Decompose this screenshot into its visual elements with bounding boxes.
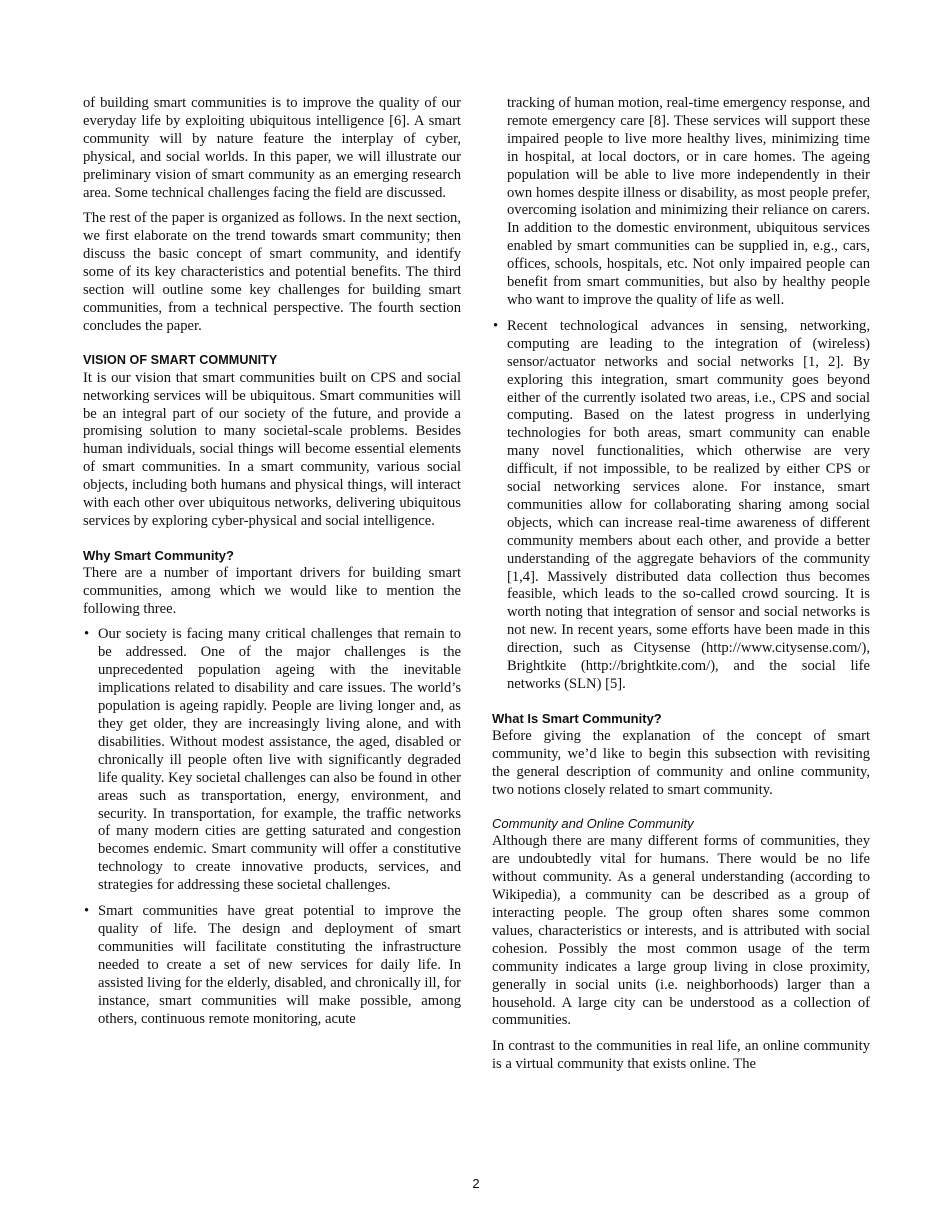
subsection-heading-why: Why Smart Community? (83, 547, 234, 563)
list-item-text: Recent technological advances in sensing, networking, computing are leading to the integration of (wireless) sensor/actuator networks and social networks [1, 2]. By exploring this integration, smart community goes beyond either of the currently isolated two areas, i.e., CPS and social computing. Based on the latest progress in underlying technologies for both areas, smart community can enable many novel functionalities, which otherwise are very difficult, if not impossible, to be realized by either CPS or social networking services alone. For instance, smart communities allow for collaborating sharing among social objects, which can increase real-time awareness of different community members about each other, and provide a better understanding of the aggregate behaviors of the community [1,4]. Massively distributed data collection thus becomes feasible, which leads to the so-called crowd sourcing. It is worth noting that integration of sensor and social networks is not new. In recent years, some efforts have been made in this direction, such as Citysense (http://www.citysense.com/), Brightkite (http://brightkite.com/), and the social life networks (SLN) [5]. (507, 317, 870, 692)
drivers-list (83, 626, 461, 1028)
online-community-paragraph: In contrast to the communities in real life, an online community is a virtual community that exists online. The (492, 1038, 870, 1073)
vision-paragraph: It is our vision that smart communities built on CPS and social networking services will be ubiquitous. Smart communities will be an integral part of our society of the future, and provide a promising solution to many societal-scale problems. Besides human individuals, social things will become essential elements of smart communities. In a smart community, various social objects, including both humans and physical things, will interact with each other over ubiquitous networks, delivering ubiquitous services by exploring cyber-physical and social intelligence. (83, 369, 461, 529)
drivers-paragraph: There are a number of important drivers for building smart communities, among which we would like to mention the following three. (83, 564, 461, 617)
bullet-icon: • (84, 903, 90, 920)
bullet-continuation: tracking of human motion, real-time emergency response, and remote emergency care [8]. These services will support these impaired people to live more healthy lives, minimizing time in hospital, at local doctors, or in care homes. The ageing population will be able to live more independently in their own homes despite illness or disability, as most people prefer, overcoming isolation and minimizing their reliance on carers. In addition to the domestic environment, ubiquitous services enabled by smart communities can be supplied in, e.g., cars, offices, schools, hospitals, etc. Not only impaired people can benefit from smart communities, but also by healthy people who want to improve the quality of life as well. (507, 95, 870, 308)
drivers-list-continued (492, 318, 870, 694)
section-heading-vision: VISION OF SMART COMMUNITY (83, 352, 278, 367)
left-column (83, 95, 461, 1036)
page-number: 2 (472, 1176, 480, 1191)
subsection-heading-what: What Is Smart Community? (492, 710, 662, 726)
bullet-icon: • (493, 317, 499, 334)
community-paragraph: Although there are many different forms of communities, they are undoubtedly vital for humans. There would be no life without community. As a general understanding (according to Wikipedia), a community can be described as a group of interacting people. The group often shares some common values, characteristics or interests, and is attributed with social cohesion. Possibly the most common usage of the term community indicates a large group living in close proximity, generally in social units (i.e. neighborhoods) larger than a household. A large city can be understood as a collection of communities. (492, 833, 870, 1029)
what-paragraph: Before giving the explanation of the concept of smart community, we’d like to begin this subsection with revisiting the general description of community and online community, two notions closely related to smart community. (492, 727, 870, 798)
organization-paragraph: The rest of the paper is organized as follows. In the next section, we first elaborate on the trend towards smart community; then discuss the basic concept of smart community, and identify some of its key characteristics and potential benefits. The third section will outline some key challenges for building smart communities, from a technical perspective. The fourth section concludes the paper. (83, 210, 461, 334)
list-item-text: Our society is facing many critical challenges that remain to be addressed. One of the major challenges is the unprecedented population ageing with the inevitable implications related to disability and care issues. The world’s population is ageing rapidly. People are living longer and, as they get older, they are increasingly living alone, and with disabilities. Without modest assistance, the aged, disabled or chronically ill people often live with significantly degraded life quality. Key societal challenges can also be found in other areas such as transportation, energy, environment, and security. In transportation, for example, the traffic networks of many modern cities are getting saturated and congestion becomes endemic. Smart community will offer a constitutive technology to create innovative products, services, and strategies for addressing these societal challenges. (98, 626, 461, 894)
list-item (492, 318, 870, 694)
list-item (83, 903, 461, 1028)
right-column (492, 95, 870, 1082)
list-item (83, 626, 461, 895)
bullet-icon: • (84, 626, 90, 643)
intro-paragraph-end: of building smart communities is to improve the quality of our everyday life by exploiting ubiquitous intelligence [6]. A smart community will by nature feature the interplay of cyber, physical, and social worlds. In this paper, we will illustrate our preliminary vision of smart community as an emerging research area. Some technical challenges facing the field are discussed. (83, 95, 461, 201)
list-item-text: Smart communities have great potential to improve the quality of life. The design and deployment of smart communities will facilitate constituting the infrastructure needed to create a set of new services for daily life. In assisted living for the elderly, disabled, and chronically ill, for instance, smart communities will make possible, among others, continuous remote monitoring, acute (98, 903, 461, 1027)
subsubsection-heading-community: Community and Online Community (492, 816, 694, 832)
